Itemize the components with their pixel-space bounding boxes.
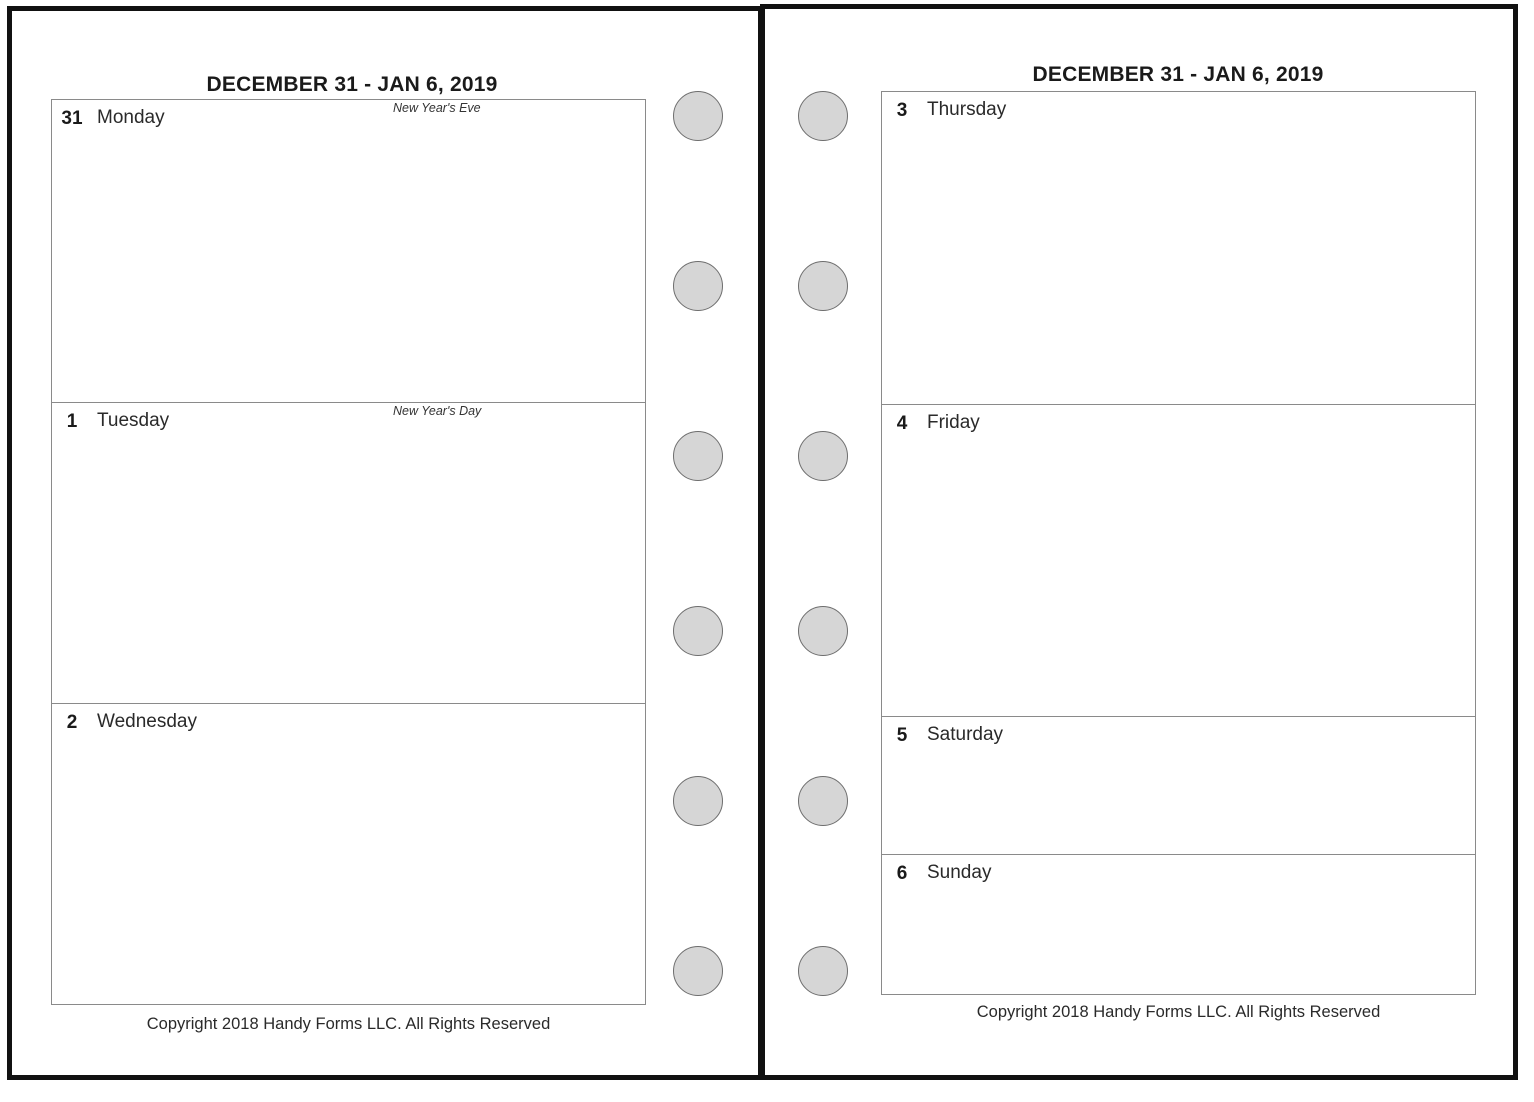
- day-number: 31: [61, 108, 83, 129]
- day-cell-tuesday[interactable]: [52, 402, 645, 703]
- day-number: 2: [66, 712, 78, 733]
- binder-hole-icon: [673, 946, 723, 996]
- day-cell-sunday[interactable]: [882, 854, 1475, 993]
- binder-hole-icon: [673, 606, 723, 656]
- right-page: [760, 4, 1518, 1080]
- day-name: Sunday: [927, 862, 992, 883]
- day-grid: [881, 91, 1476, 995]
- binder-hole-icon: [673, 261, 723, 311]
- binder-hole-icon: [673, 91, 723, 141]
- day-cell-wednesday[interactable]: [52, 703, 645, 1003]
- binder-hole-icon: [798, 606, 848, 656]
- day-cell-friday[interactable]: [882, 404, 1475, 716]
- day-number: 1: [66, 411, 78, 432]
- day-cell-thursday[interactable]: [882, 92, 1475, 404]
- page-title: DECEMBER 31 - JAN 6, 2019: [1032, 63, 1324, 86]
- left-page: [7, 6, 763, 1080]
- day-name: Wednesday: [97, 711, 197, 732]
- binder-hole-icon: [798, 946, 848, 996]
- binder-hole-icon: [798, 261, 848, 311]
- binder-hole-icon: [798, 431, 848, 481]
- day-name: Saturday: [927, 724, 1004, 745]
- binder-hole-icon: [798, 776, 848, 826]
- day-grid: [51, 99, 646, 1005]
- page-title: DECEMBER 31 - JAN 6, 2019: [206, 73, 498, 96]
- day-name: Thursday: [927, 99, 1007, 120]
- day-number: 6: [896, 863, 908, 884]
- copyright-clip: [881, 1002, 1476, 1021]
- copyright-notice: Copyright 2018 Handy Forms LLC. All Rights Reserved: [976, 1003, 1381, 1021]
- day-name: Tuesday: [97, 410, 170, 431]
- day-name: Friday: [927, 412, 980, 433]
- day-name: Monday: [97, 107, 165, 128]
- day-number: 4: [896, 413, 908, 434]
- day-number: 5: [896, 725, 908, 746]
- binder-hole-icon: [673, 776, 723, 826]
- binder-hole-icon: [673, 431, 723, 481]
- day-number: 3: [896, 100, 908, 121]
- copyright-notice: Copyright 2018 Handy Forms LLC. All Rights Reserved: [146, 1015, 551, 1033]
- holiday-label: New Year's Eve: [393, 101, 481, 115]
- day-cell-saturday[interactable]: [882, 716, 1475, 854]
- day-cell-monday[interactable]: [52, 100, 645, 402]
- binder-hole-icon: [798, 91, 848, 141]
- holiday-label: New Year's Day: [393, 404, 482, 418]
